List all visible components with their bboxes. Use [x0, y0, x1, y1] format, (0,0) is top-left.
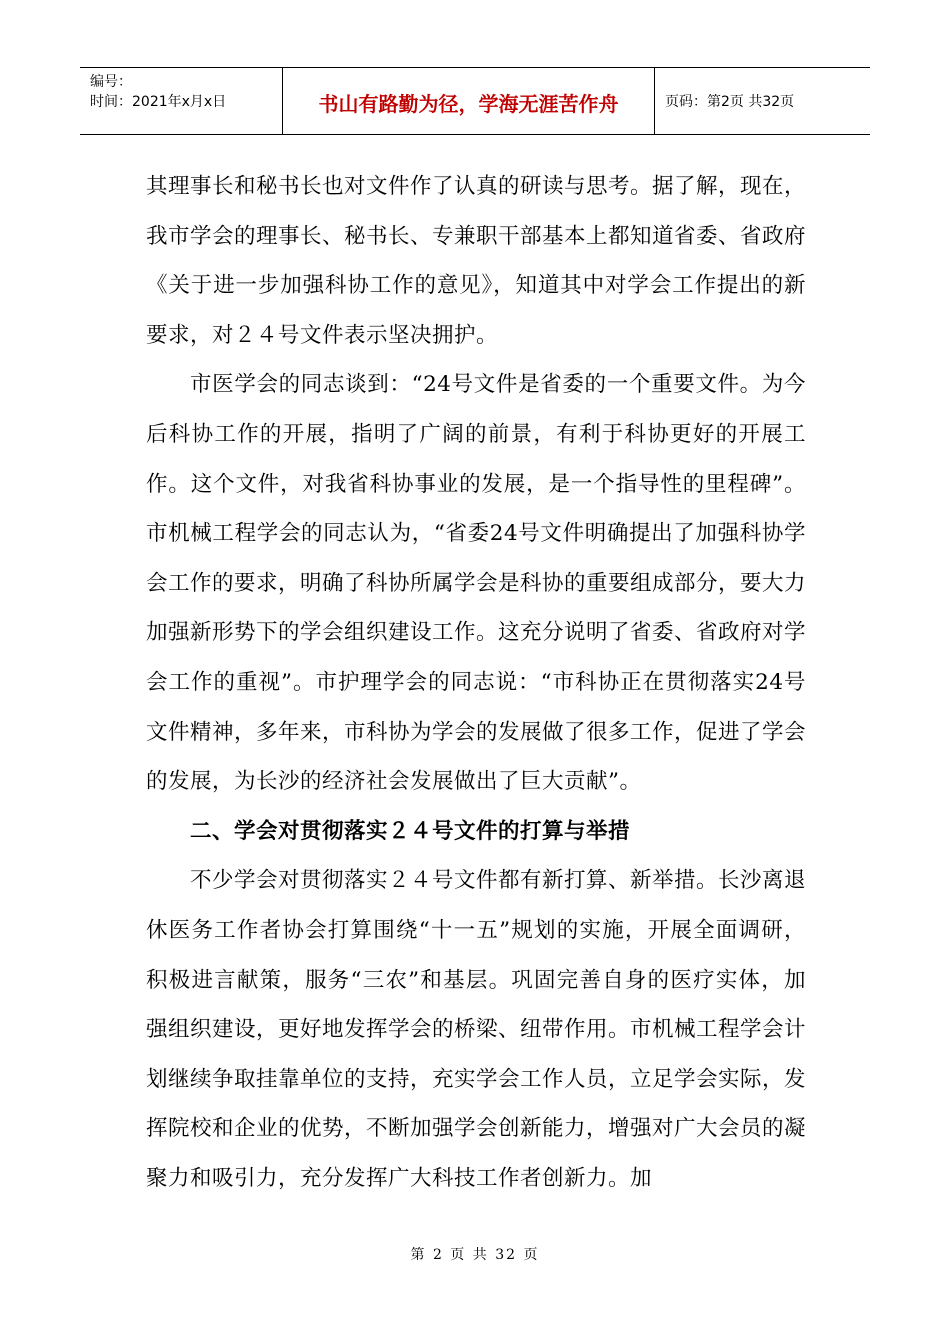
section-heading: 二、学会对贯彻落实２４号文件的打算与举措	[190, 818, 631, 844]
time-label: 时间：2021年x月x日	[90, 94, 227, 110]
number-label: 编号：	[90, 74, 132, 90]
document-header	[80, 67, 870, 135]
paragraph: 其理事长和秘书长也对文件作了认真的研读与思考。据了解，现在，我市学会的理事长、秘书长、专兼职干部基本上都知道省委、省政府《关于进一步加强科协工作的意见》，知道其中对学会工作提出的新要求，对２４号文件表示坚决拥护。	[146, 174, 807, 348]
paragraph: 不少学会对贯彻落实２４号文件都有新打算、新举措。长沙离退休医务工作者协会打算围绕“十一五”规划的实施，开展全面调研，积极进言献策，服务“三农”和基层。巩固完善自身的医疗实体，加强组织建设，更好地发挥学会的桥梁、纽带作用。市机械工程学会计划继续争取挂靠单位的支持，充实学会工作人员，立足学会实际，发挥院校和企业的优势，不断加强学会创新能力，增强对广大会员的凝聚力和吸引力，充分发挥广大科技工作者创新力。加	[146, 868, 807, 1191]
header-meta	[80, 68, 283, 134]
paragraph: 市医学会的同志谈到：“24号文件是省委的一个重要文件。为今后科协工作的开展，指明了广阔的前景，有利于科协更好的开展工作。这个文件，对我省科协事业的发展，是一个指导性的里程碑”。市机械工程学会的同志认为，“省委24号文件明确提出了加强科协学会工作的要求，明确了科协所属学会是科协的重要组成部分，要大力加强新形势下的学会组织建设工作。这充分说明了省委、省政府对学会工作的重视”。市护理学会的同志说：“市科协正在贯彻落实24号文件精神，多年来，市科协为学会的发展做了很多工作，促进了学会的发展，为长沙的经济社会发展做出了巨大贡献”。	[146, 372, 807, 795]
header-motto: 书山有路勤为径，学海无涯苦作舟	[283, 68, 655, 134]
page-footer: 第 2 页 共 32 页	[410, 1247, 540, 1263]
header-page-info: 页码：第2页 共32页	[665, 94, 795, 110]
document-body	[146, 162, 806, 1203]
